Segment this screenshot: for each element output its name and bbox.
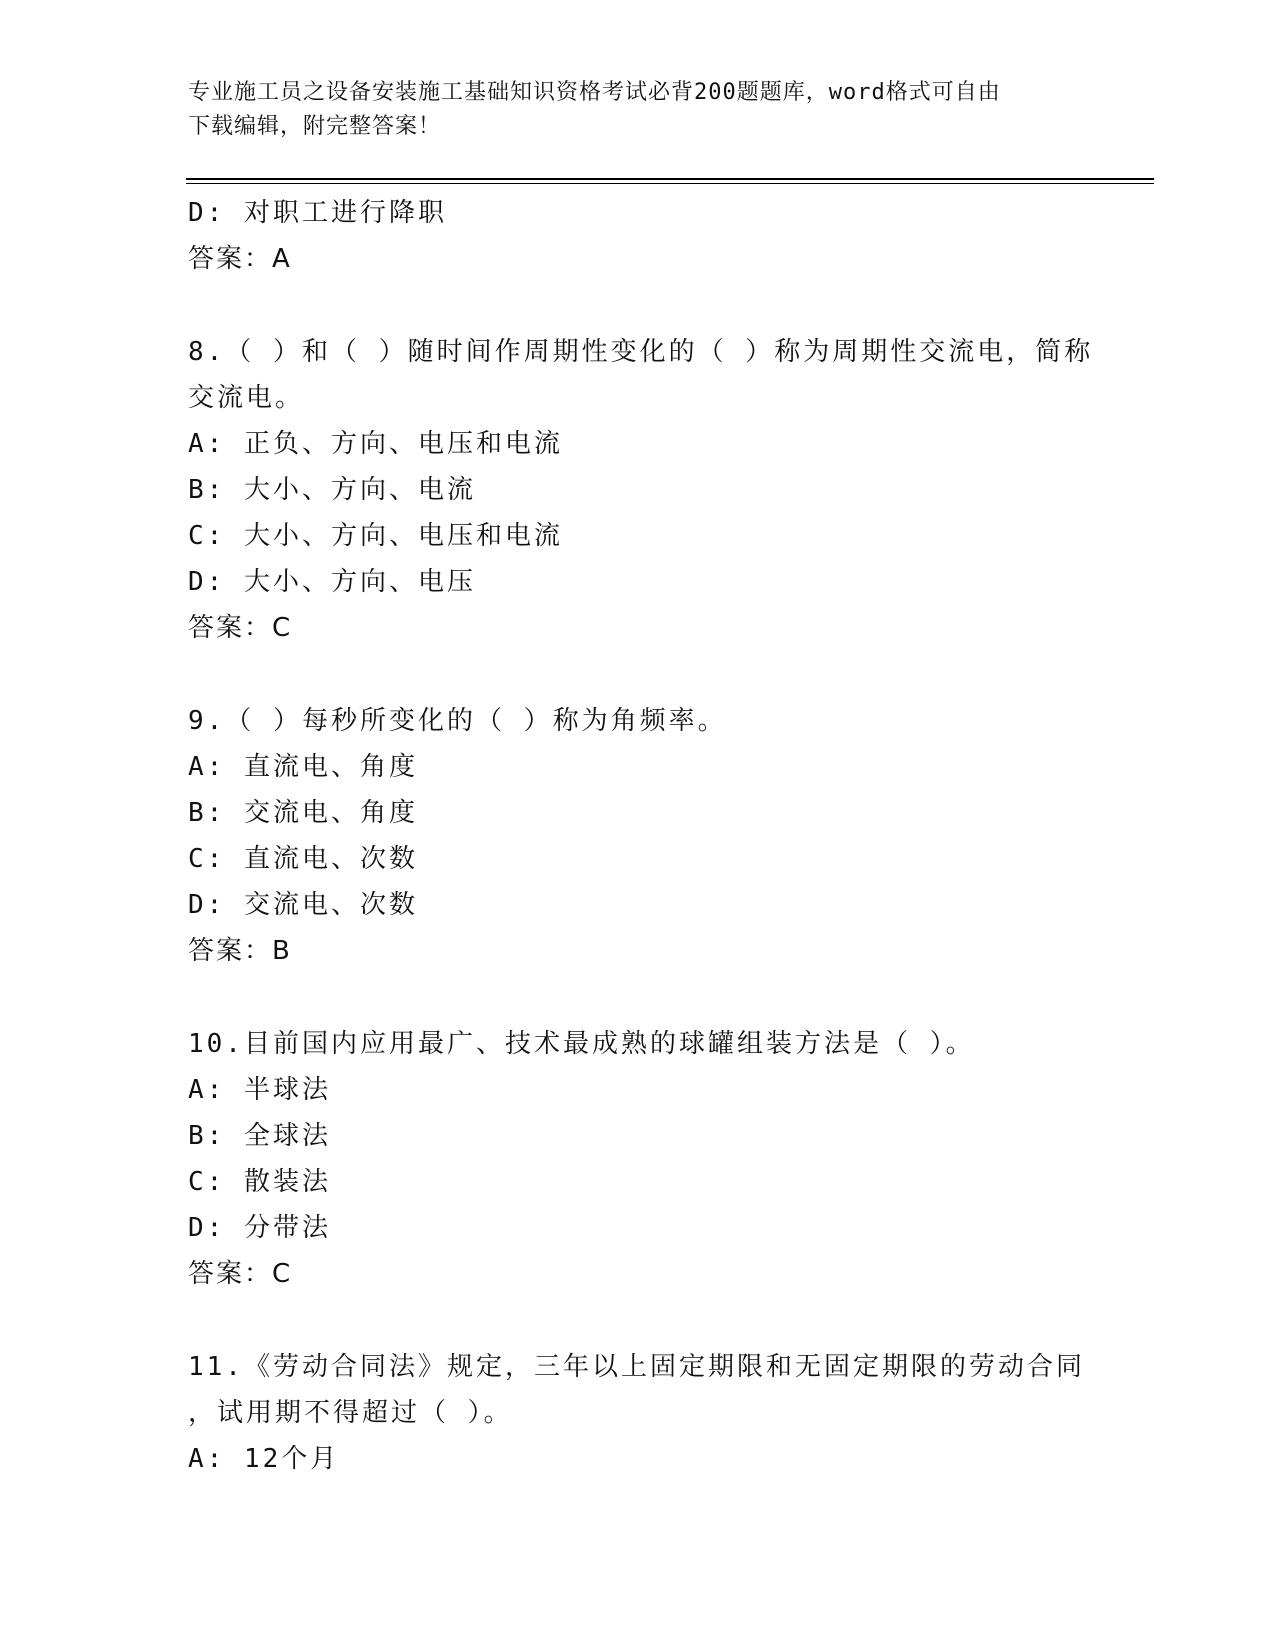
question-text: 8.（ ）和（ ）随时间作周期性变化的（ ）称为周期性交流电，简称	[188, 337, 1094, 367]
question-text: 11.《劳动合同法》规定，三年以上固定期限和无固定期限的劳动合同	[188, 1352, 1085, 1382]
header-line-1: 专业施工员之设备安装施工基础知识资格考试必背200题题库，word格式可自由	[188, 80, 1001, 105]
option-line: C: 大小、方向、电压和电流	[188, 521, 563, 551]
question-text: 10.目前国内应用最广、技术最成熟的球罐组装方法是（ ）。	[188, 1029, 975, 1059]
option-line: C: 直流电、次数	[188, 844, 418, 874]
question-text: 9.（ ）每秒所变化的（ ）称为角频率。	[188, 706, 727, 736]
option-line: D: 对职工进行降职	[188, 198, 447, 228]
answer-line: 答案：C	[188, 613, 293, 643]
header-rule-top	[186, 178, 1154, 180]
option-line: A: 直流电、角度	[188, 752, 418, 782]
question-text: 交流电。	[188, 383, 305, 413]
option-line: D: 交流电、次数	[188, 890, 418, 920]
answer-line: 答案：C	[188, 1259, 293, 1289]
option-line: A: 正负、方向、电压和电流	[188, 429, 563, 459]
option-line: D: 大小、方向、电压	[188, 567, 476, 597]
question-list	[188, 190, 1094, 1482]
header-line-2: 下载编辑，附完整答案！	[188, 114, 442, 139]
option-line: B: 全球法	[188, 1121, 331, 1151]
option-line: C: 散装法	[188, 1167, 331, 1197]
option-line: D: 分带法	[188, 1213, 331, 1243]
header-rule-bottom	[186, 183, 1154, 184]
option-line: B: 大小、方向、电流	[188, 475, 476, 505]
answer-line: 答案：A	[188, 244, 292, 274]
answer-line: 答案：B	[188, 936, 292, 966]
option-line: A: 12个月	[188, 1444, 340, 1474]
question-text: ，试用期不得超过（ ）。	[188, 1398, 513, 1428]
option-line: A: 半球法	[188, 1075, 331, 1105]
option-line: B: 交流电、角度	[188, 798, 418, 828]
document-header	[188, 76, 1088, 144]
